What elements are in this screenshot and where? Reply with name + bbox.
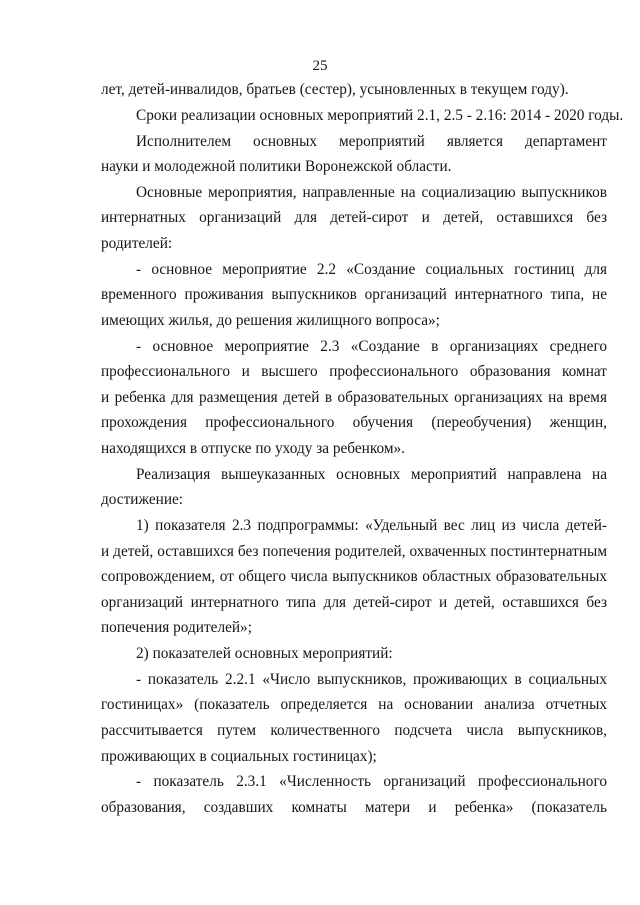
- text-line: прохождения профессионального обучения (переобучения) женщин,: [101, 414, 607, 431]
- text-line: Основные мероприятия, направленные на социализацию выпускников: [136, 184, 607, 201]
- text-line: имеющих жилья, до решения жилищного вопроса»;: [101, 312, 440, 329]
- text-line: находящихся в отпуске по уходу за ребенком».: [101, 440, 406, 457]
- text-line: попечения родителей»;: [101, 619, 252, 636]
- text-line: науки и молодежной политики Воронежской области.: [101, 158, 452, 175]
- text-line: - основное мероприятие 2.2 «Создание социальных гостиниц для: [136, 261, 607, 278]
- text-line: и ребенка для размещения детей в образовательных организациях на время: [101, 389, 607, 406]
- text-line: Исполнителем основных мероприятий является департамент: [136, 133, 607, 150]
- text-line: Сроки реализации основных мероприятий 2.1, 2.5 - 2.16: 2014 - 2020 годы.: [136, 107, 624, 124]
- text-line: родителей:: [101, 235, 173, 252]
- text-line: - основное мероприятие 2.3 «Создание в организациях среднего: [136, 338, 607, 355]
- text-line: временного проживания выпускников организаций интернатного типа, не: [101, 286, 607, 303]
- text-line: проживающих в социальных гостиницах);: [101, 748, 377, 765]
- text-line: гостиницах» (показатель определяется на основании анализа отчетных: [101, 696, 607, 713]
- text-line: и детей, оставшихся без попечения родителей, охваченных постинтернатным: [101, 543, 607, 560]
- text-line: сопровождением, от общего числа выпускников областных образовательных: [101, 568, 607, 585]
- page-number: 25: [312, 58, 328, 74]
- text-line: - показатель 2.3.1 «Численность организаций профессионального: [136, 773, 607, 790]
- text-line: 2) показателей основных мероприятий:: [136, 645, 393, 662]
- text-line: организаций интернатного типа для детей-сирот и детей, оставшихся без: [101, 594, 607, 611]
- text-line: лет, детей-инвалидов, братьев (сестер), усыновленных в текущем году).: [101, 81, 569, 98]
- text-line: рассчитывается путем количественного подсчета числа выпускников,: [101, 722, 607, 739]
- text-line: интернатных организаций для детей-сирот и детей, оставшихся без: [101, 209, 607, 226]
- text-line: Реализация вышеуказанных основных мероприятий направлена на: [136, 466, 607, 483]
- text-line: - показатель 2.2.1 «Число выпускников, проживающих в социальных: [136, 671, 607, 688]
- text-line: 1) показателя 2.3 подпрограммы: «Удельный вес лиц из числа детей-: [136, 517, 607, 534]
- text-line: образования, создавших комнаты матери и ребенка» (показатель: [101, 799, 607, 816]
- text-line: достижение:: [101, 491, 184, 508]
- text-line: профессионального и высшего профессионального образования комнат: [101, 363, 607, 380]
